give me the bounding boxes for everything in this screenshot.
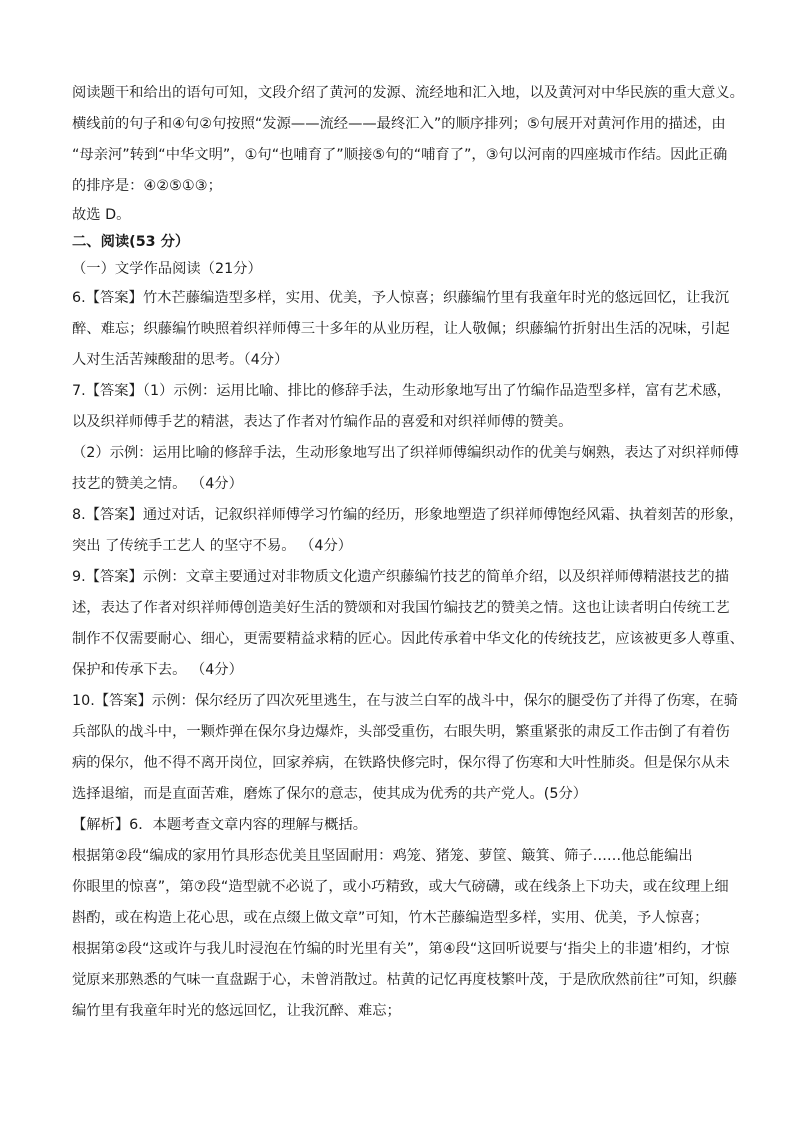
analysis-heading: 【解析】6．本题考查文章内容的理解与概括。 <box>72 817 368 833</box>
answer-line: 选择退缩，而是直面苦难，磨炼了保尔的意志，使其成为优秀的共产党人。(5分） <box>72 786 588 802</box>
answer-line: 病的保尔，他不得不离开岗位，回家养病，在铁路快修完时，保尔得了伤寒和大叶性肺炎。但是保尔从未 <box>72 755 730 771</box>
answer-line: 6.【答案】竹木芒藤编造型多样，实用、优美，予人惊喜；织藤编竹里有我童年时光的悠远回忆，让我沉 <box>72 290 729 306</box>
document-body <box>72 78 744 1027</box>
subsection-heading: （一）文学作品阅读（21分） <box>72 261 262 277</box>
answer-line: 7.【答案】（1）示例：运用比喻、排比的修辞手法，生动形象地写出了竹编作品造型多样，富有艺术感， <box>72 383 731 399</box>
answer-line: 述，表达了作者对织祥师傅创造美好生活的赞颂和对我国竹编技艺的赞美之情。这也让读者明白传统工艺 <box>72 600 730 616</box>
text-line: “母亲河”转到“中华文明”，①句“也哺育了”顺接⑤句的“哺育了”，③句以河南的四座城市作结。因此正确 <box>72 147 728 163</box>
analysis-line: 根据第②段“编成的家用竹具形态优美且坚固耐用：鸡笼、猪笼、萝筐、簸箕、筛子……他总能编出 <box>72 848 693 864</box>
analysis-line: 你眼里的惊喜”，第⑦段“造型就不必说了，或小巧精致，或大气磅礴，或在线条上下功夫，或在纹理上细 <box>72 879 729 895</box>
analysis-line: 觉原来那熟悉的气味一直盘踞于心，未曾消散过。枯黄的记忆再度枝繁叶茂，于是欣欣然前往”可知，织藤 <box>72 972 738 988</box>
section-heading: 二、阅读(53 分） <box>72 234 190 250</box>
analysis-line: 编竹里有我童年时光的悠远回忆，让我沉醉、难忘； <box>72 1003 401 1019</box>
answer-line: 技艺的赞美之情。 （4分） <box>72 476 243 492</box>
text-line: 阅读题干和给出的语句可知，文段介绍了黄河的发源、流经地和汇入地，以及黄河对中华民族的重大意义。 <box>72 85 744 101</box>
answer-line: 以及织祥师傅手艺的精湛，表达了作者对竹编作品的喜爱和对织祥师傅的赞美。 <box>72 414 573 430</box>
text-line: 的排序是：④②⑤①③； <box>72 178 222 194</box>
text-line: 故选 D。 <box>72 207 131 223</box>
answer-line: 兵部队的战斗中，一颗炸弹在保尔身边爆炸，头部受重伤，右眼失明，繁重紧张的肃反工作击倒了有着伤 <box>72 724 730 740</box>
answer-line: 保护和传承下去。 （4分） <box>72 662 243 678</box>
answer-line: 人对生活苦辣酸甜的思考。（4分） <box>72 352 289 368</box>
answer-line: 突出 了传统手工艺人 的坚守不易。 （4分） <box>72 538 353 554</box>
analysis-line: 斟酌，或在构造上花心思，或在点缀上做文章”可知，竹木芒藤编造型多样，实用、优美，予人惊喜； <box>72 910 709 926</box>
answer-line: 制作不仅需要耐心、细心，更需要精益求精的匠心。因此传承着中华文化的传统技艺，应该被更多人尊重、 <box>72 631 744 647</box>
answer-line: 10.【答案】示例：保尔经历了四次死里逃生，在与波兰白军的战斗中，保尔的腿受伤了并得了伤寒，在骑 <box>72 693 739 709</box>
text-line: 横线前的句子和④句②句按照“发源——流经——最终汇入”的顺序排列；⑤句展开对黄河作用的描述，由 <box>72 116 726 132</box>
answer-line: 9.【答案】示例：文章主要通过对非物质文化遗产织藤编竹技艺的简单介绍，以及织祥师傅精湛技艺的描 <box>72 569 729 585</box>
answer-line: 8.【答案】通过对话，记叙织祥师傅学习竹编的经历，形象地塑造了织祥师傅饱经风霜、执着刻苦的形象， <box>72 507 744 523</box>
analysis-line: 根据第②段“这或许与我儿时浸泡在竹编的时光里有关”，第④段“这回听说要与‘指尖上的非遗’相约，才惊 <box>72 941 730 957</box>
answer-line: 醉、难忘；织藤编竹映照着织祥师傅三十多年的从业历程，让人敬佩；织藤编竹折射出生活的况味，引起 <box>72 321 730 337</box>
answer-line: （2）示例：运用比喻的修辞手法，生动形象地写出了织祥师傅编织动作的优美与娴熟，表达了对织祥师傅 <box>72 445 739 461</box>
